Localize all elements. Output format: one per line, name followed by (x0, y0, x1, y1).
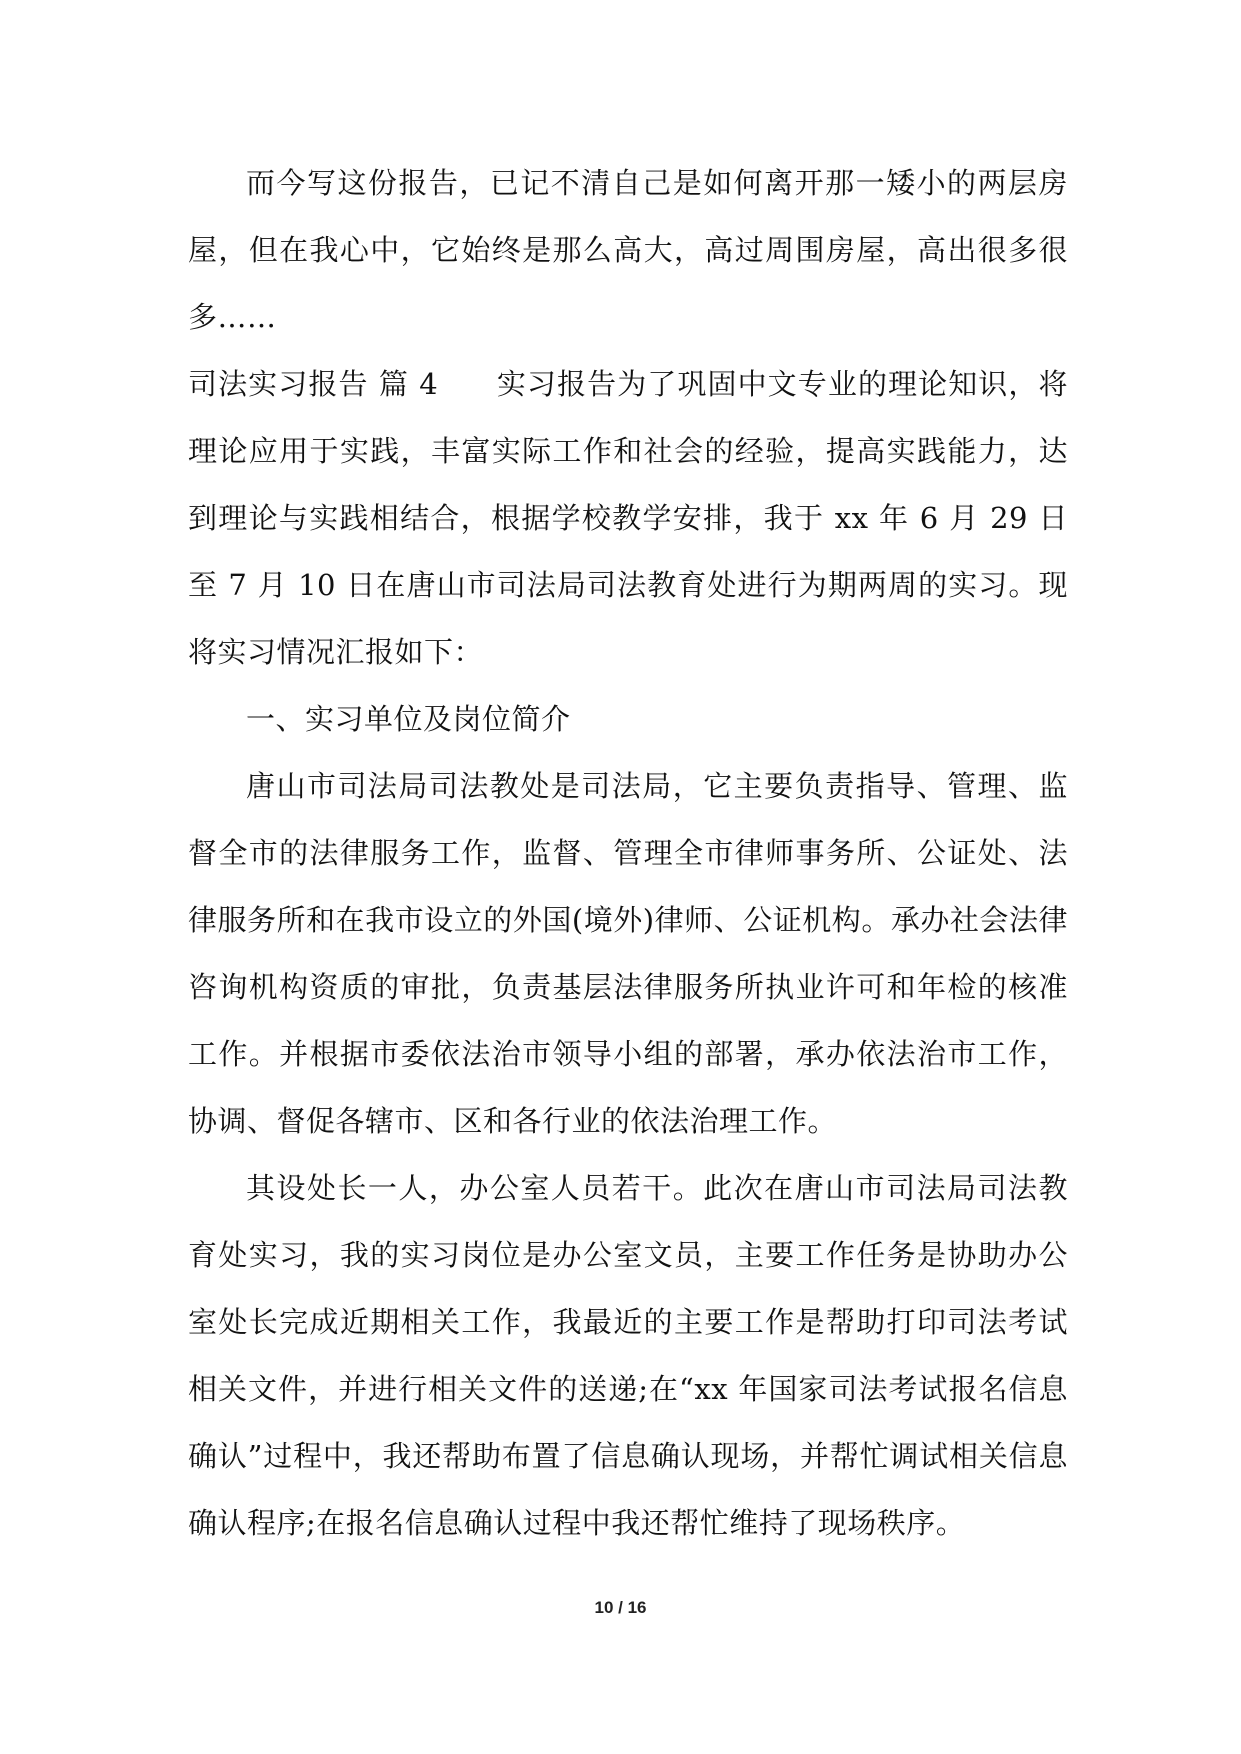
section-heading-paragraph (188, 351, 1068, 686)
section-lead-text: 实习报告为了巩固中文专业的理论知识，将理论应用于实践，丰富实际工作和社会的经验，提高实践能力，达到理论与实践相结合，根据学校教学安排，我于 xx 年 6 月 29 日至 7 月 10 日在唐山市司法局司法教育处进行为期两周的实习。现将实习情况汇报如下： (188, 367, 1068, 669)
paragraph-intro: 而今写这份报告，已记不清自己是如何离开那一矮小的两层房屋，但在我心中，它始终是那么高大，高过周围房屋，高出很多很多…… (188, 166, 1068, 334)
section-title: 司法实习报告 篇 4 (188, 367, 439, 401)
paragraph-unit-description: 唐山市司法局司法教处是司法局，它主要负责指导、管理、监督全市的法律服务工作，监督、管理全市律师事务所、公证处、法律服务所和在我市设立的外国(境外)律师、公证机构。承办社会法律咨询机构资质的审批，负责基层法律服务所执业许可和年检的核准工作。并根据市委依法治市领导小组的部署，承办依法治市工作，协调、督促各辖市、区和各行业的依法治理工作。 (188, 769, 1068, 1138)
document-body (188, 150, 1068, 1557)
subheading-unit-intro: 一、实习单位及岗位简介 (246, 702, 571, 736)
paragraph-internship-duties: 其设处长一人，办公室人员若干。此次在唐山市司法局司法教育处实习，我的实习岗位是办公室文员，主要工作任务是协助办公室处长完成近期相关工作，我最近的主要工作是帮助打印司法考试相关文件，并进行相关文件的送递;在“xx 年国家司法考试报名信息确认”过程中，我还帮助布置了信息确认现场，并帮忙调试相关信息确认程序;在报名信息确认过程中我还帮忙维持了现场秩序。 (188, 1171, 1068, 1540)
page-number: 10 / 16 (594, 1598, 647, 1617)
